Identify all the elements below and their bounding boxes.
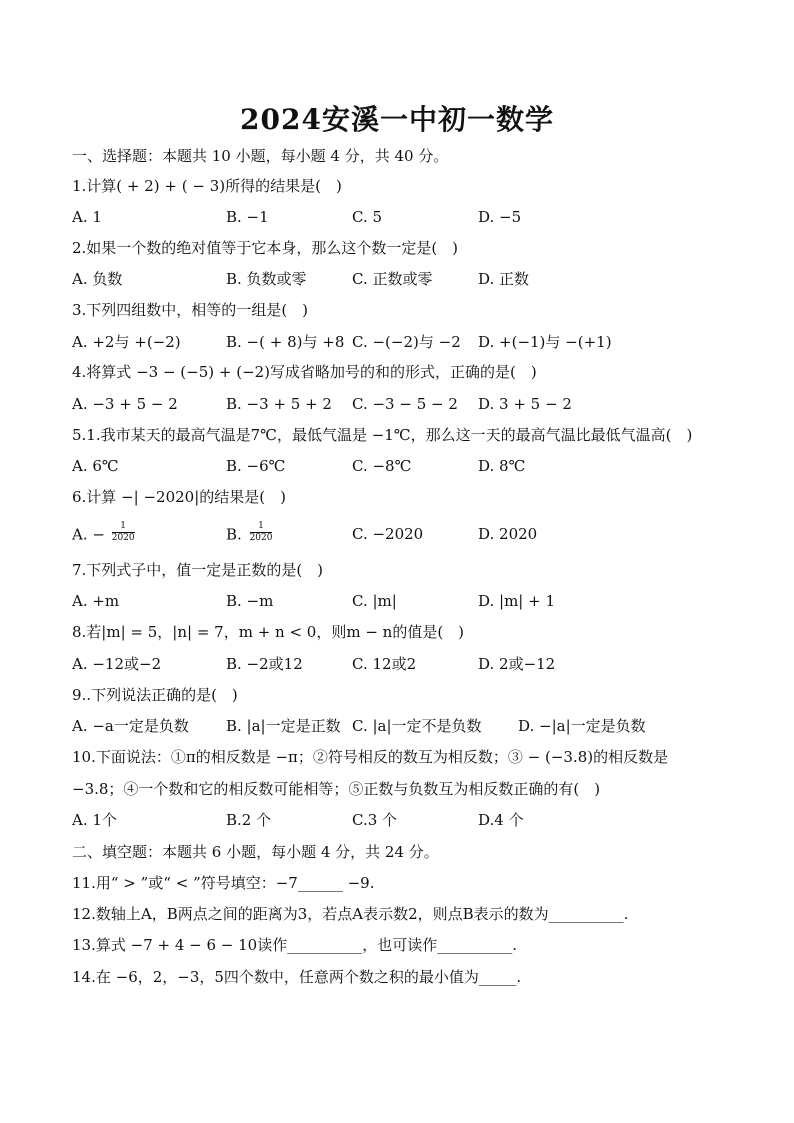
question-10-stem-line1: 10.下面说法：①π的相反数是 −π；②符号相反的数互为相反数；③ − (−3.8)的相反数是 — [72, 748, 669, 766]
question-14: 14.在 −6，2，−3，5四个数中，任意两个数之积的最小值为_____. — [72, 968, 522, 986]
question-2-stem: 2.如果一个数的绝对值等于它本身，那么这个数一定是( ) — [72, 239, 459, 257]
question-1-stem: 1.计算( + 2) + ( − 3)所得的结果是( ) — [72, 177, 342, 195]
q7-option-b: B. −m — [226, 592, 274, 610]
q4-option-c: C. −3 − 5 − 2 — [352, 395, 458, 413]
q9-option-d: D. −|a|一定是负数 — [518, 717, 646, 735]
q9-option-a: A. −a一定是负数 — [72, 717, 189, 735]
q10-option-b: B.2 个 — [226, 811, 272, 829]
q1-option-c: C. 5 — [352, 208, 383, 226]
question-3-stem: 3.下列四组数中，相等的一组是( ) — [72, 301, 309, 319]
section2-heading: 二、填空题：本题共 6 小题，每小题 4 分，共 24 分。 — [72, 843, 439, 861]
q10-option-a: A. 1个 — [72, 811, 117, 829]
q6-option-b-numerator: 1 — [250, 521, 273, 533]
q6-option-b — [226, 521, 273, 547]
q2-option-a: A. 负数 — [72, 270, 123, 288]
q6-option-a — [72, 521, 135, 547]
q9-option-b: B. |a|一定是正数 — [226, 717, 341, 735]
q5-option-a: A. 6℃ — [72, 457, 119, 475]
q6-option-a-prefix: A. − — [72, 525, 105, 544]
q7-option-c: C. |m| — [352, 592, 397, 610]
question-8-stem: 8.若|m| = 5，|n| = 7，m + n < 0，则m − n的值是( ) — [72, 623, 465, 641]
q2-option-c: C. 正数或零 — [352, 270, 433, 288]
q8-option-a: A. −12或−2 — [72, 655, 162, 673]
q10-option-d: D.4 个 — [478, 811, 524, 829]
q8-option-b: B. −2或12 — [226, 655, 303, 673]
q3-option-c: C. −(−2)与 −2 — [352, 333, 461, 351]
q6-option-a-denominator: 2020 — [111, 533, 135, 543]
q2-option-b: B. 负数或零 — [226, 270, 307, 288]
page-title: 2024安溪一中初一数学 — [240, 103, 554, 136]
q2-option-d: D. 正数 — [478, 270, 530, 288]
q10-option-c: C.3 个 — [352, 811, 398, 829]
q5-option-d: D. 8℃ — [478, 457, 526, 475]
question-4-stem: 4.将算式 −3 − (−5) + (−2)写成省略加号的和的形式，正确的是( ) — [72, 363, 537, 381]
question-13: 13.算式 −7 + 4 − 6 − 10读作__________，也可读作__________. — [72, 936, 517, 954]
q9-option-c: C. |a|一定不是负数 — [352, 717, 482, 735]
q8-option-c: C. 12或2 — [352, 655, 417, 673]
question-12: 12.数轴上A，B两点之间的距离为3，若点A表示数2，则点B表示的数为__________. — [72, 905, 629, 923]
q4-option-b: B. −3 + 5 + 2 — [226, 395, 332, 413]
section1-heading: 一、选择题：本题共 10 小题，每小题 4 分，共 40 分。 — [72, 147, 449, 165]
q3-option-a: A. +2与 +(−2) — [72, 333, 181, 351]
question-7-stem: 7.下列式子中，值一定是正数的是( ) — [72, 561, 324, 579]
question-9-stem: 9..下列说法正确的是( ) — [72, 686, 238, 704]
q6-option-a-numerator: 1 — [112, 521, 135, 533]
q1-option-d: D. −5 — [478, 208, 522, 226]
q5-option-b: B. −6℃ — [226, 457, 286, 475]
question-11: 11.用“ > ”或“ < ”符号填空：−7______ −9. — [72, 874, 375, 892]
q3-option-d: D. +(−1)与 −(+1) — [478, 333, 612, 351]
question-6-stem: 6.计算 −| −2020|的结果是( ) — [72, 488, 286, 506]
q6-option-b-fraction — [250, 521, 273, 544]
q1-option-a: A. 1 — [72, 208, 102, 226]
q6-option-d: D. 2020 — [478, 525, 538, 543]
q4-option-a: A. −3 + 5 − 2 — [72, 395, 178, 413]
q6-option-a-fraction — [112, 521, 135, 544]
q6-option-c: C. −2020 — [352, 525, 424, 543]
q6-option-b-denominator: 2020 — [249, 533, 273, 543]
question-5-stem: 5.1.我市某天的最高气温是7℃，最低气温是 −1℃，那么这一天的最高气温比最低气温高( ) — [72, 426, 693, 444]
q3-option-b: B. −( + 8)与 +8 — [226, 333, 345, 351]
q7-option-a: A. +m — [72, 592, 120, 610]
q6-option-b-prefix: B. — [226, 525, 242, 544]
q7-option-d: D. |m| + 1 — [478, 592, 556, 610]
q1-option-b: B. −1 — [226, 208, 269, 226]
q8-option-d: D. 2或−12 — [478, 655, 556, 673]
q5-option-c: C. −8℃ — [352, 457, 412, 475]
q4-option-d: D. 3 + 5 − 2 — [478, 395, 572, 413]
question-10-stem-line2: −3.8；④一个数和它的相反数可能相等；⑤正数与负数互为相反数正确的有( ) — [72, 780, 601, 798]
